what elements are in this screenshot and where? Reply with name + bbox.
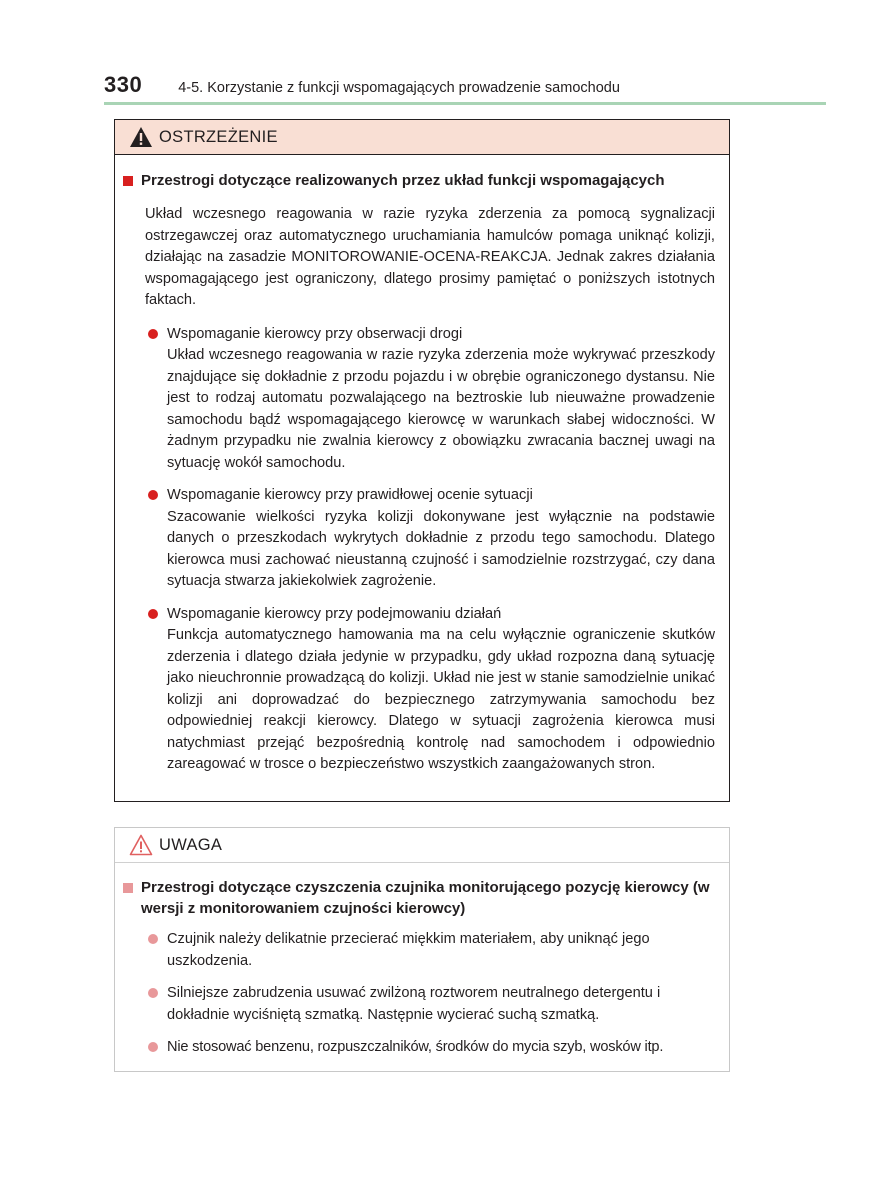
warning-item-title: Wspomaganie kierowcy przy obserwacji drogi [167, 325, 463, 342]
caution-triangle-icon [129, 834, 153, 856]
warning-intro: Układ wczesnego reagowania w razie ryzyka zderzenia za pomocą sygnalizacji ostrzegawczej oraz automatycznego uruchamiania hamulców pomaga uniknąć kolizji, działając na zasadzie MONITOROWANIE-OCENA-REAKCJA. Jednak zakres działania wspomagającego jest ograniczony, dlatego prosimy pamiętać o poniższych istotnych faktach. [145, 206, 715, 308]
caution-item [139, 929, 715, 972]
round-bullet-icon [148, 988, 158, 998]
warning-item-body: Funkcja automatycznego hamowania ma na celu wyłącznie ograniczenie skutków zderzenia i dlatego działa jedynie w przypadku, gdy układ rozpozna daną sytuację jako nieuchronnie prowadzącą do kolizji. Układ nie jest w stanie samodzielnie unikać kolizji ani doprowadzać do bezpiecznego zatrzymywania samochodu bez odpowiedniej reakcji kierowcy. Dlatego w sytuacji zagrożenia kierowca musi natychmiast przejąć bezpośrednią kontrolę nad samochodem i odpowiednio zareagować w trosce o bezpieczeństwo wszystkich zaangażowanych stron. [167, 627, 715, 772]
caution-item-text: Silniejsze zabrudzenia usuwać zwilżoną roztworem neutralnego detergentu i dokładnie wyciśniętą szmatką. Następnie wycierać suchą szmatką. [167, 985, 661, 1023]
warning-header [115, 120, 729, 155]
warning-item-title: Wspomaganie kierowcy przy prawidłowej ocenie sytuacji [167, 487, 533, 503]
warning-label: OSTRZEŻENIE [159, 127, 278, 146]
page-header [104, 72, 824, 102]
caution-item-text: Nie stosować benzenu, rozpuszczalników, środków do mycia szyb, wosków itp. [167, 1039, 664, 1055]
caution-header [115, 828, 729, 863]
caution-section-title-text: Przestrogi dotyczące czyszczenia czujnika monitorującego pozycję kierowcy (w wersji z monitorowaniem czujności kierowcy) [141, 879, 710, 917]
caution-item [139, 1037, 715, 1059]
caution-label: UWAGA [159, 835, 223, 854]
round-bullet-icon [148, 609, 158, 619]
round-bullet-icon [148, 490, 158, 500]
caution-item-text: Czujnik należy delikatnie przecierać miękkim materiałem, aby uniknąć jego uszkodzenia. [167, 931, 650, 969]
caution-section-title [139, 877, 715, 919]
round-bullet-icon [148, 934, 158, 944]
warning-section-title [139, 170, 715, 191]
header-divider [104, 102, 826, 105]
square-bullet-icon [123, 176, 133, 186]
warning-item [139, 604, 715, 776]
warning-item-body: Szacowanie wielkości ryzyka kolizji dokonywane jest wyłącznie na podstawie danych o przeszkodach wykrytych dokładnie z przodu tego samochodu. Dlatego kierowca musi zachować nieustanną czujność i samodzielnie rozstrzygać, czy dana sytuacja stwarza jakiekolwiek zagrożenie. [167, 508, 715, 589]
round-bullet-icon [148, 329, 158, 339]
warning-section-title-text: Przestrogi dotyczące realizowanych przez układ funkcji wspomagających [141, 172, 665, 189]
round-bullet-icon [148, 1042, 158, 1052]
warning-item-body: Układ wczesnego reagowania w razie ryzyka zderzenia może wykrywać przeszkody znajdujące się dokładnie z przodu pojazdu i w obrębie ograniczonego dystansu. Nie jest to rodzaj automatu pozwalającego na beztroskie lub nieuważne prowadzenie samochodu bądź wspomagającego kierowcę w warunkach słabej widoczności. W żadnym przypadku nie zwalnia kierowcy z obowiązku zwracania bacznej uwagi na sytuację wokół samochodu. [167, 347, 715, 471]
warning-item [139, 485, 715, 593]
warning-item-title: Wspomaganie kierowcy przy podejmowaniu działań [167, 605, 502, 622]
chapter-title: 4-5. Korzystanie z funkcji wspomagających prowadzenie samochodu [178, 80, 620, 96]
caution-section [115, 877, 729, 1059]
warning-item [139, 324, 715, 475]
caution-box [114, 827, 730, 1072]
caution-item [139, 983, 715, 1026]
square-bullet-icon [123, 883, 133, 893]
warning-box [114, 119, 730, 802]
warning-section [115, 170, 729, 776]
page-number: 330 [104, 72, 143, 97]
warning-triangle-icon [129, 126, 153, 148]
